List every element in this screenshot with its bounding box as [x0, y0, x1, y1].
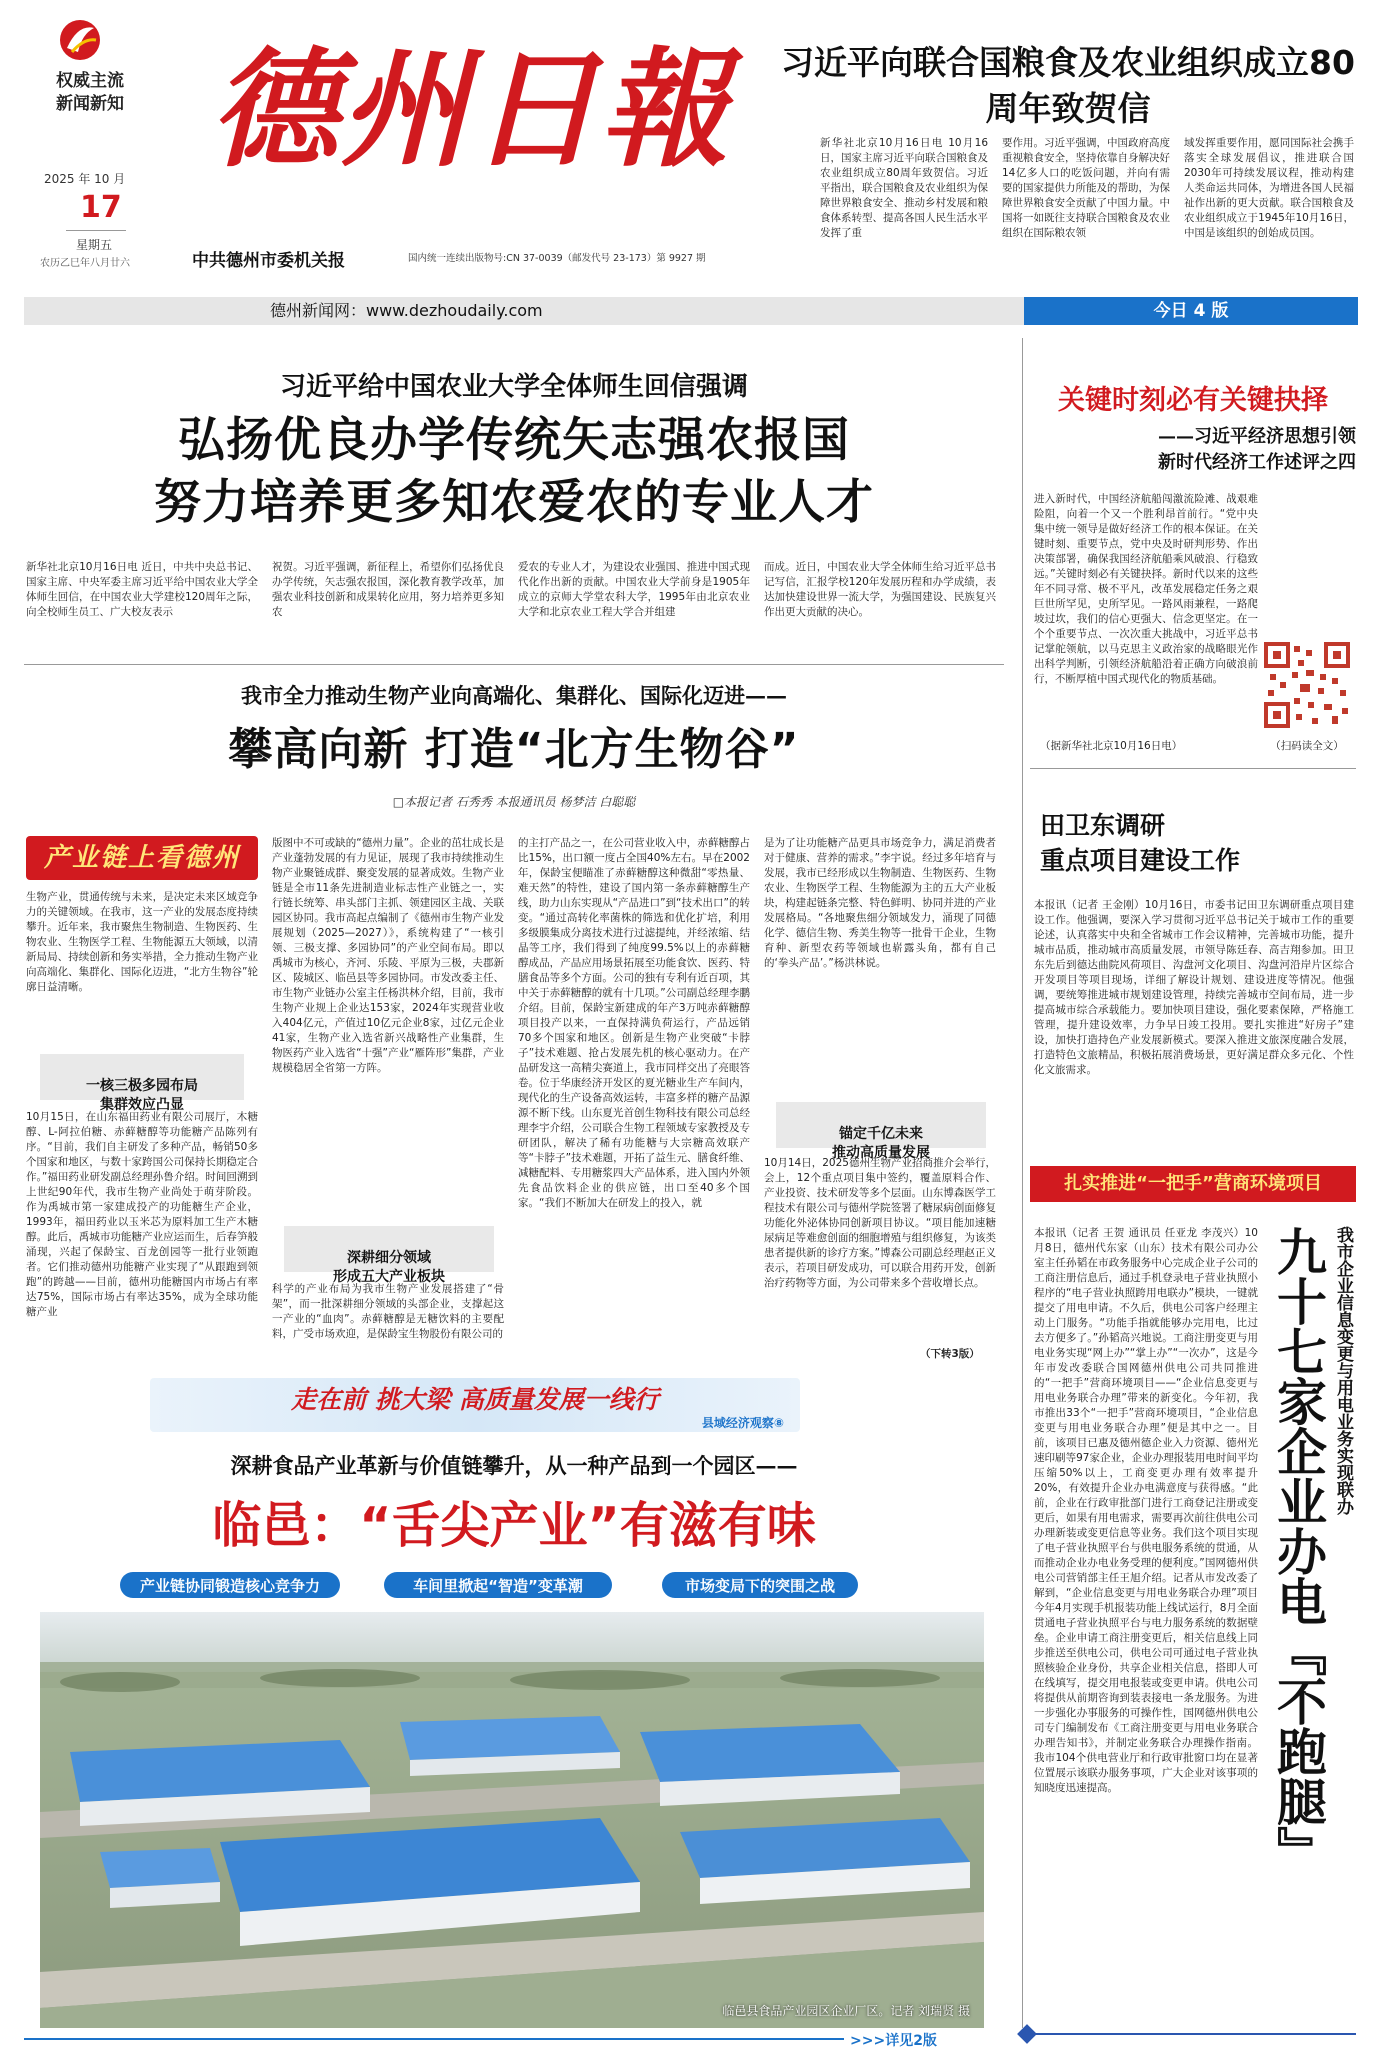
- bio-col2-tail: 科学的产业布局为我市生物产业发展搭建了“骨架”，而一批深耕细分领域的头部企业，支撑起这一产业的“血肉”。赤藓糖醇是无糖饮料的主要配料，广受市场欢迎，是保龄宝生物股份有限公司的: [272, 1283, 504, 1340]
- bio-subhead-future: 锚定千亿未来 推动高质量发展: [776, 1102, 986, 1148]
- gov-headline: 九十七家企业办电『不跑腿』: [1269, 1226, 1328, 1876]
- commentary-subtitle: ——习近平经济思想引领 新时代经济工作述评之四: [1158, 426, 1356, 473]
- gov-body: 本报讯（记者 王贺 通讯员 任亚龙 李茂兴）10月8日，德州代东家（山东）技术有限公司办公室主任孙韬在市政务服务中心完成企业子公司的工商注册信息后，通过手机登录电子营业执照小程序的“电子营业执照跨用电联办”模块，一键就提交了用电申请。不久后，供电公司客户经理主动上门服务。“功能手指就能够办完用电，比过去方便多了。”孙韬高兴地说。工商注册变更与用电业务实现“网上办”“掌上办”“一次办”，这是今年市发改委联合国网德州供电公司共同推进的“一把手”营商环境项目——“企业信息变更与用电业务联合办理”带来的新变化。今年初，我市推出33个“一把手”营商环境项目，“企业信息变更与用电业务联合办理”便是其中之一。目前，该项目已惠及德州德企业入力资源、德州光速印刷等97家企业，企业办理报装用电时间平均压缩50%以上，工商变更办理有效率提升20%，有效提升企业办电满意度与获得感。“此前，企业在行政审批部门进行工商登记注册或变更后，如果有用电需求，需要再次前往供电公司办理新装或变更信息等业务。我们这个项目实现了电子营业执照平台与供电服务系统的贯通，从而推动企业办电业务受理的便利度。”国网德州供电公司营销部主任王旭介绍。记者从市发改委了解到，“企业信息变更与用电业务联合办理”项目今年4月实现手机报装功能上线试运行，8月全面贯通电子营业执照平台与电力服务系统的数据壁垒。企业申请工商注册变更后，相关信息线上同步推送至供电公司，供电公司可通过电子营业执照核验企业身份，共享企业相关信息，搭即人可在线填写，提交用电报装或变更申请。供电公司将提供从前期咨询到装表接电一条龙服务。为进一步强化办事服务的可操作性，国网德州供电公司专门编制发布《工商注册变更与用电业务联合办理告知书》，并制定业务联合办理操作指南。我市104个供电营业厅和行政审批窗口均在显著位置展示该联办服务事项，广大企业对该事项的知晓度迅速提高。: [1034, 1227, 1258, 1794]
- top-story-col2: 要作用。习近平强调，中国政府高度重视粮食安全，坚持依靠自身解决好14亿多人口的吃饭问题，并向有需要的国家提供力所能及的帮助，为保障世界粮食安全贡献了中国力量。中国将一如既往支持联合国粮食及农业组织在国际粮农领: [1002, 137, 1170, 239]
- feature-bottom-rule: [24, 2038, 844, 2040]
- registration-number: 国内统一连续出版物号:CN 37-0039（邮发代号 23-173）第 9927 期: [408, 253, 706, 264]
- date-divider: [66, 230, 126, 231]
- feature-see-more-link[interactable]: >>>详见2版: [850, 2033, 937, 2049]
- top-story-headline: 习近平向联合国粮食及农业组织成立80周年致贺信: [781, 43, 1355, 128]
- feature-pill-smart: 车间里掀起“智造”变革潮: [384, 1572, 612, 1598]
- top-story-col3: 域发挥重要作用，愿同国际社会携手落实全球发展倡议，推进联合国2030年可持续发展议程，推动构建人类命运共同体，为增进各国人民福祉作出新的更大贡献。联合国粮食及农业组织成立于1945年10月16日，中国是该组织的创始成员国。: [1184, 137, 1354, 239]
- bio-col1-intro: 生物产业，贯通传统与未来，是决定未来区域竞争力的关键领域。在我市，这一产业的发展态度持续攀升。近年来，我市聚焦生物制造、生物医药、生物农业、生物医学工程、生物能源五大领域，以清新局局、持续创新和务实举措，全力推动生物产业向高端化、集群化、国际化迈进，“北方生物谷”轮廓日益清晰。: [26, 891, 258, 993]
- newspaper-title: 德州日報: [210, 35, 731, 185]
- industrial-park-photo: [40, 1612, 984, 2028]
- right-bottom-rule: [1030, 2033, 1356, 2035]
- feature-headline: 临邑：“舌尖产业”有滋有味: [212, 1497, 816, 1554]
- commentary-body: 进入新时代，中国经济航船闯激流险滩、战艰难险阻，向着一个又一个胜利昂首前行。“党中央集中统一领导是做好经济工作的根本保证。在关键时刻、重要节点，党中央及时研判形势、作出决策部署，确保我国经济航船乘风破浪、行稳致远。”关键时刻必有关键抉择。新时代以来的这些年不同寻常、极不平凡，改革发展稳定任务之艰巨世所罕见，史所罕见。一路风雨兼程，一路爬坡过坎，我们的信心更强大、信念更坚定。在一个个重要节点、一次次重大挑战中，习近平总书记掌舵领航，以马克思主义政治家的战略眼光作出科学判断，引领经济航船沿着正确方向破浪前行，不断厚植中国式现代化的物质基础。: [1034, 493, 1258, 685]
- issue-date-year-month: 2025 年 10 月: [44, 172, 126, 186]
- lead-col4: 而成。近日，中国农业大学全体师生给习近平总书记写信，汇报学校120年发展历程和办学成绩，表达加快建设世界一流大学，为强国建设、民族复兴作出更大贡献的决心。: [764, 561, 996, 618]
- photo-caption: 临邑县食品产业园区企业厂区。记者 刘瑞贤 摄: [722, 2004, 970, 2018]
- tian-headline: 田卫东调研 重点项目建设工作: [1040, 811, 1241, 875]
- masthead-slogan: 权威主流 新闻新知: [56, 71, 124, 114]
- qr-code-icon[interactable]: [1262, 640, 1352, 730]
- bio-col1-body: 10月15日，在山东福田药业有限公司展厅，木糖醇、L-阿拉伯糖、赤藓糖醇等功能糖产品陈列有序。“目前，我们自主研发了多种产品，畅销50多个国家和地区，与数十家跨国公司保持长期稳定合作。”福田药业研发副总经理孙鲁介绍。时间回溯到上世纪90年代，我市生物产业尚处于萌芽阶段。作为禹城市第一家建成投产的功能糖生产企业，1993年，福田药业以玉米芯为原料加工生产木糖醇。此后，禹城市功能糖产业应运而生，后春笋般涌现，兴起了保龄宝、百龙创园等一批行业领跑者。它们推动德州功能糖产业实现了“从跟跑到领跑”的跨越——目前，德州功能糖国内市场占有率达75%，国际市场占有率达35%，成为全球功能糖产业: [26, 1111, 258, 1318]
- top-story-col1: 新华社北京10月16日电 10月16日，国家主席习近平向联合国粮食及农业组织成立80周年致贺信。习近平指出，联合国粮食及农业组织为保障世界粮食安全、推动乡村发展和粮食体系转型、提高各国人民生活水平发挥了重: [820, 137, 988, 239]
- industry-chain-banner-label: 产业链上看德州: [43, 843, 240, 873]
- bio-top-rule: [24, 664, 1004, 665]
- feature-pill-market: 市场变局下的突围之战: [662, 1572, 858, 1598]
- gov-banner-label: 扎实推进“一把手”营商环境项目: [1064, 1173, 1322, 1194]
- bio-col4-tail: 10月14日，2025德州生物产业招商推介会举行，会上，12个重点项目集中签约，覆盖原料合作、产业投资、技术研发等多个层面。山东博森医学工程技术有限公司与德州学院签署了糖尿病创面修复功能化外泌体协同创新项目协议。“项目能加速糖尿病足等难愈创面的细胞增殖与组织修复，为该类患者提供新的诊疗方案。”博森公司副总经理赵正义表示，若项目研发成功，可以联合用药开发，创新治疗药物等方面，为公司带来多个营收增长点。: [764, 1157, 996, 1289]
- feature-pill-chain: 产业链协同锻造核心竞争力: [120, 1572, 340, 1598]
- commentary-source: （据新华社北京10月16日电）: [1040, 740, 1183, 752]
- tian-body: 本报讯（记者 王金刚）10月16日，市委书记田卫东调研重点项目建设工作。他强调，要深入学习贯彻习近平总书记关于城市工作的重要论述，认真落实中央和全省城市工作会议精神，完善城市功能，提升城市品质，推动城市高质量发展，市领导陈廷春、高吉翔参加。田卫东先后到德达曲院风荷项目、沟盘河文化项目、沟盘河沿岸片区综合开发项目等项目现场，详细了解设计规划、建设进度等情况。他强调，要统筹推进城市规划建设管理，持续完善城市空间布局，进一步提高城市综合承载能力。要加快项目建设，强化要素保障，严格施工管理，提升建设效率，力争早日竣工投用。要扎实推进“好房子”建设，加快打造持色产业发展新模式。要深入推进文旅深度融合发展，打造特色文旅精品，积极拓展消费场景，更好满足群众多元化、个性化文旅需求。: [1034, 899, 1354, 1076]
- publisher-name: 中共德州市委机关报: [192, 251, 345, 271]
- issue-lunar-date: 农历乙巳年八月廿六: [40, 258, 130, 269]
- bio-subhead-layout: 一核三极多园布局 集群效应凸显: [40, 1054, 244, 1100]
- feature-banner-slogan: 走在前 挑大梁 高质量发展一线行: [291, 1385, 659, 1414]
- bio-subhead-segments: 深耕细分领域 形成五大产业板块: [284, 1226, 494, 1272]
- feature-banner-series: 县域经济观察⑧: [701, 1416, 784, 1430]
- lead-col3: 爱农的专业人才，为建设农业强国、推进中国式现代化作出新的贡献。中国农业大学前身是1905年成立的京师大学堂农科大学，1995年由北京农业大学和北京农业工程大学合并组建: [518, 561, 750, 618]
- feature-kicker: 深耕食品产业革新与价值链攀升，从一种产品到一个园区——: [230, 1453, 798, 1478]
- gov-kicker: 我市企业信息变更与用电业务实现联办: [1333, 1226, 1353, 1515]
- bio-headline: 攀高向新 打造“北方生物谷”: [228, 724, 800, 775]
- right-column-divider: [1022, 338, 1023, 2028]
- bio-kicker: 我市全力推动生物产业向高端化、集群化、国际化迈进——: [241, 683, 787, 708]
- bio-continued-note[interactable]: （下转3版）: [920, 1348, 980, 1360]
- bio-col2-body: 版图中不可或缺的“德州力量”。企业的茁壮成长是产业蓬勃发展的有力见证，展现了我市持续推动生物产业聚链成群、聚变发展的显著成效。生物产业链是全市11条先进制造业标志性产业链之一，实行链长统筹、串头部门主抓、领建园区主战、关联园区协同。我市高起点编制了《德州市生物产业发展规划（2025—2027）》，系统构建了“一核引领、三极支撑、多园协同”的产业空间布局。即以禹城市为核心，齐河、乐陵、平原为三极，夫郡新区、陵城区、临邑县等多园协同。市发改委主任、市生物产业链办公室主任杨洪林介绍，目前，我市生物产业规上企业达153家，2024年实现营业收入404亿元，产值过10亿元企业8家，过亿元企业41家，生物产业入选省新兴战略性产业集群，生物医药产业入选省“十强”产业“雁阵形”集群，产业规模稳居全省第一方阵。: [272, 837, 504, 1074]
- lead-headline: 弘扬优良办学传统矢志强农报国 努力培养更多知农爱农的专业人才: [154, 413, 874, 530]
- lead-col2: 祝贺。习近平强调，新征程上，希望你们弘扬优良办学传统，矢志强农报国，深化教育教学改革，加强农业科技创新和成果转化应用，努力培养更多知农: [272, 561, 504, 618]
- bio-col4-body: 是为了让功能糖产品更具市场竞争力，满足消费者对于健康、营养的需求。”李宇说。经过多年培育与发展，我市已经形成以生物制造、生物医药、生物农业、生物医学工程、生物能源为主的五大产业板块，构建起链条完整、特色鲜明、协同并进的产业发展格局。“各地聚焦细分领域发力，涌现了同德化学、德信生物、秀美生物等一批骨干企业，生物育种、新型农药等领域也崭露头角，都有自己的‘拳头产品’。”杨洪林说。: [764, 837, 996, 969]
- bio-byline: □本报记者 石秀秀 本报通讯员 杨梦洁 白聪聪: [392, 795, 636, 809]
- issue-date-day: 17: [80, 190, 122, 225]
- commentary-headline: 关键时刻必有关键抉择: [1058, 385, 1328, 416]
- qr-scan-label: （扫码读全文）: [1270, 740, 1344, 752]
- issue-weekday: 星期五: [76, 238, 113, 252]
- masthead-logo-icon: [58, 18, 102, 62]
- lead-kicker: 习近平给中国农业大学全体师生回信强调: [279, 372, 748, 402]
- website-link[interactable]: 德州新闻网：www.dezhoudaily.com: [270, 301, 543, 320]
- tian-top-rule: [1030, 768, 1356, 769]
- today-pages-label: 今日 4 版: [1153, 301, 1229, 321]
- bio-col3-body: 的主打产品之一，在公司营业收入中，赤藓糖醇占比15%，出口额一度占全国40%左右。早在2002年，保龄宝便瞄准了赤藓糖醇这种微甜“零热量、难天然”的特性，建设了国内第一条赤藓糖醇生产线，助力山东实现从“产品进口”到“技术出口”的转变。“通过高转化率菌株的筛选和优化扩培，利用多级膜集成分离技术进行过滤提纯，并经浓缩、结晶等工序，我们得到了纯度99.5%以上的赤藓糖醇成品，产品应用场景拓展至功能食饮、医药、特膳食品等多个方面。公司的独有专利有近百项，其中关于赤藓糖醇的就有十几项。”公司副总经理李鹏介绍。目前，保龄宝新建成的年产3万吨赤藓糖醇项目投产以来，一直保持满负荷运行，产品远销70多个国家和地区。创新是生物产业突破“卡脖子”技术难题、抢占发展先机的核心驱动力。在产品研发这一高精尖赛道上，我市同样交出了亮眼答卷。位于华康经济开发区的夏光糖业生产车间内，现代化的生产设备高效运转，丰富多样的糖产品源源不断下线。山东夏光首创生物科技有限公司总经理李宇介绍，公司联合生物工程领域专家教授及专研团队，解决了稀有功能糖与大宗糖高效联产等“卡脖子”技术难题，开拓了益生元、膳食纤维、减糖配料、专用糖浆四大产品体系，进入国内外领先食品饮料企业的供应链，出口至40多个国家。“我们不断加大在研发上的投入，就: [518, 837, 750, 1209]
- lead-col1: 新华社北京10月16日电 近日，中共中央总书记、国家主席、中央军委主席习近平给中国农业大学全体师生回信，在中国农业大学建校120周年之际，向全校师生员工、广大校友表示: [26, 561, 258, 618]
